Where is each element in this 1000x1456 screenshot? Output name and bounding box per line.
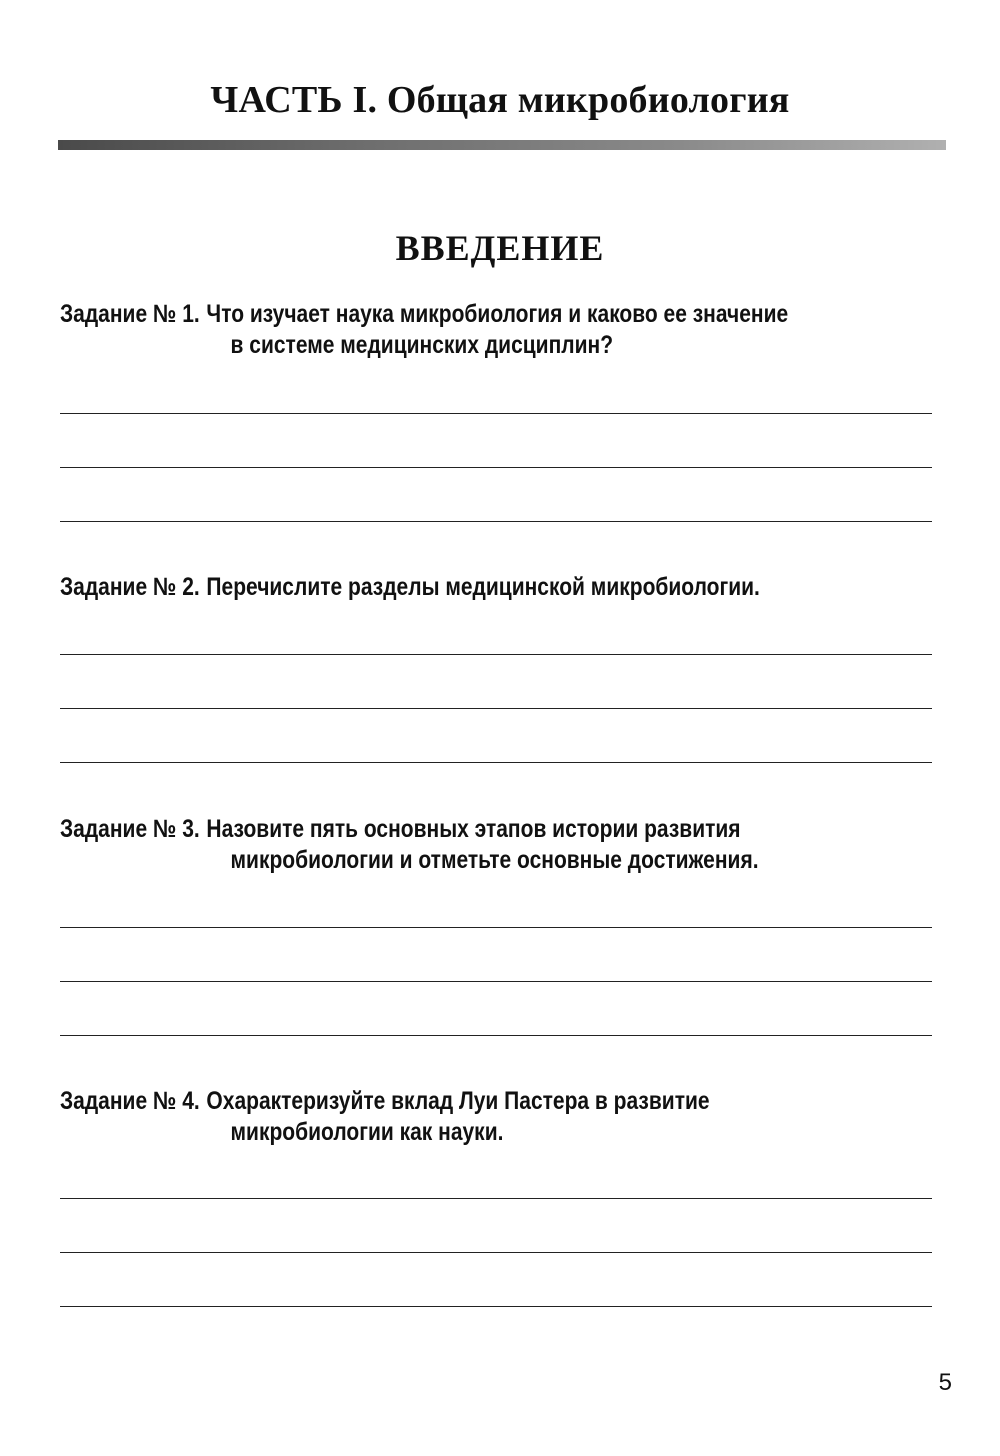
- task-2: [60, 572, 940, 603]
- title-divider: [58, 140, 946, 150]
- answer-line[interactable]: [60, 981, 932, 982]
- page-number: 5: [938, 1369, 952, 1396]
- task-3-question: Назовите пять основных этапов истории развития: [206, 815, 741, 843]
- task-3-line-1: [60, 814, 799, 845]
- answer-line[interactable]: [60, 1198, 932, 1199]
- answer-line[interactable]: [60, 654, 932, 655]
- answer-line[interactable]: [60, 1035, 932, 1036]
- answer-line[interactable]: [60, 708, 932, 709]
- task-1-label: Задание № 1.: [60, 300, 200, 328]
- task-2-line-1: [60, 572, 799, 603]
- task-2-label: Задание № 2.: [60, 573, 200, 601]
- task-3-line-2: микробиологии и отметьте основные достижения.: [230, 846, 759, 874]
- task-1-question: Что изучает наука микробиология и каково ее значение: [206, 300, 789, 328]
- task-4: [60, 1086, 940, 1148]
- answer-line[interactable]: [60, 467, 932, 468]
- answer-line[interactable]: [60, 1252, 932, 1253]
- task-1-line-1: [60, 299, 799, 330]
- task-1: [60, 299, 940, 361]
- part-title: ЧАСТЬ I. Общая микробиология: [210, 79, 790, 121]
- answer-line[interactable]: [60, 762, 932, 763]
- section-title: ВВЕДЕНИЕ: [395, 228, 605, 268]
- task-2-question: Перечислите разделы медицинской микробиологии.: [206, 573, 760, 601]
- task-4-label: Задание № 4.: [60, 1087, 200, 1115]
- answer-line[interactable]: [60, 1306, 932, 1307]
- task-4-line-1: [60, 1086, 799, 1117]
- answer-line[interactable]: [60, 927, 932, 928]
- task-4-question: Охарактеризуйте вклад Луи Пастера в развитие: [206, 1087, 710, 1115]
- task-3: [60, 814, 940, 876]
- task-4-line-2: микробиологии как науки.: [230, 1118, 504, 1146]
- task-3-label: Задание № 3.: [60, 815, 200, 843]
- answer-line[interactable]: [60, 413, 932, 414]
- answer-line[interactable]: [60, 521, 932, 522]
- task-1-line-2: в системе медицинских дисциплин?: [230, 331, 614, 359]
